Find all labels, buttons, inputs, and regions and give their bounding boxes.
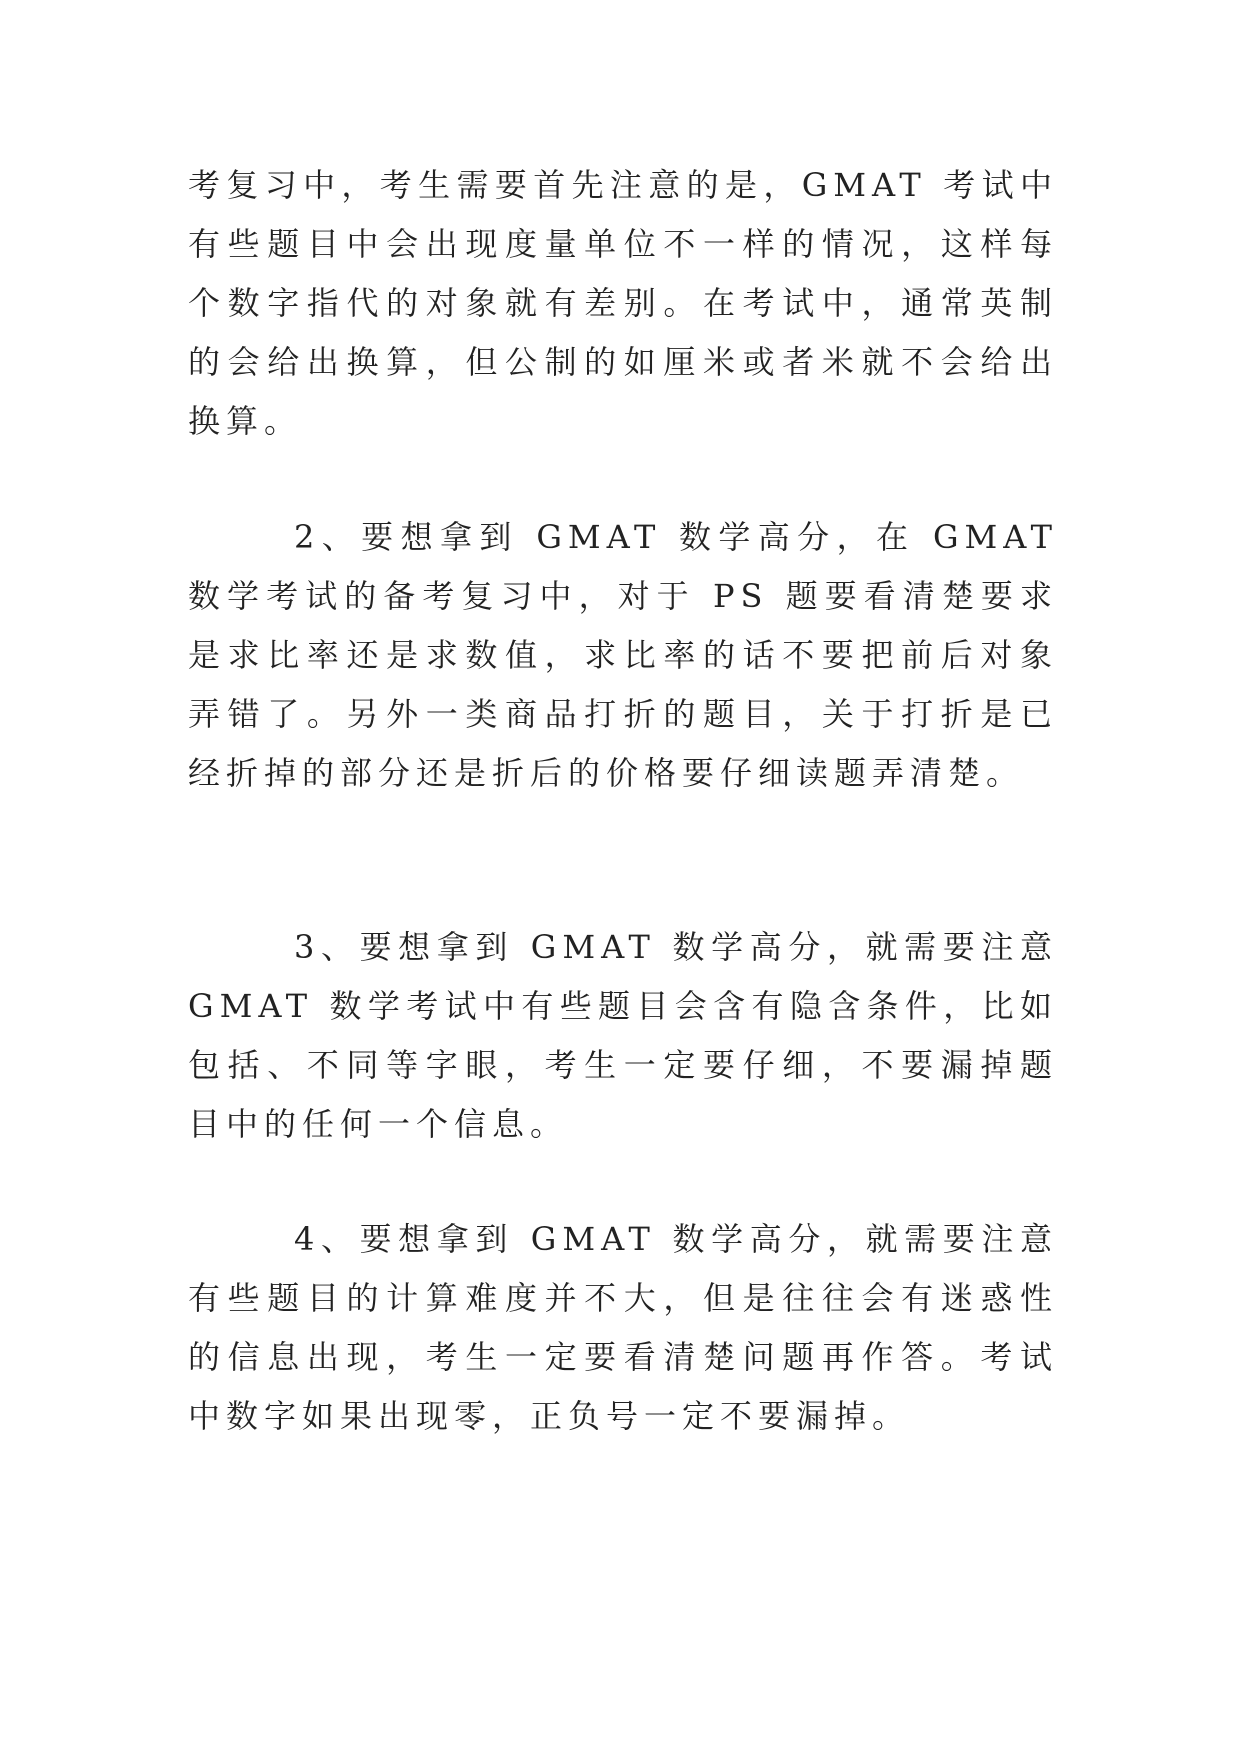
paragraph-point-3: 3、要想拿到 GMAT 数学高分，就需要注意 GMAT 数学考试中有些题目会含有隐含条件，比如包括、不同等字眼，考生一定要仔细，不要漏掉题目中的任何一个信息。	[188, 928, 1058, 1143]
paragraph-point-4: 4、要想拿到 GMAT 数学高分，就需要注意有些题目的计算难度并不大，但是往往会有迷惑性的信息出现，考生一定要看清楚问题再作答。考试中数字如果出现零，正负号一定不要漏掉。	[188, 1220, 1058, 1435]
paragraph-continued: 考复习中，考生需要首先注意的是，GMAT 考试中有些题目中会出现度量单位不一样的情况，这样每个数字指代的对象就有差别。在考试中，通常英制的会给出换算，但公制的如厘米或者米就不会给出换算。	[188, 166, 1058, 440]
paragraph-point-2: 2、要想拿到 GMAT 数学高分，在 GMAT 数学考试的备考复习中，对于 PS 题要看清楚要求是求比率还是求数值，求比率的话不要把前后对象弄错了。另外一类商品打折的题目，关于打折是已经折掉的部分还是折后的价格要仔细读题弄清楚。	[188, 518, 1058, 792]
